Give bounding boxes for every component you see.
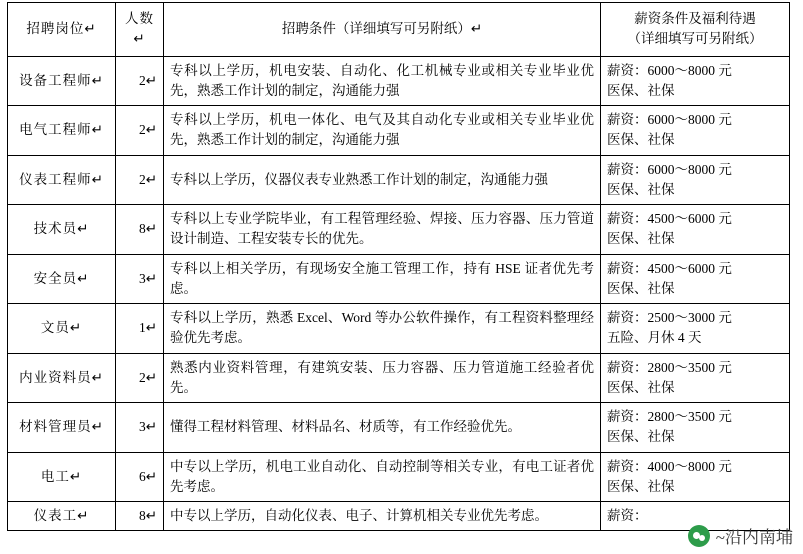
cell-post [8,353,116,403]
paragraph-mark: ↵ [145,320,157,336]
cell-cond [164,304,601,354]
paragraph-mark: ↵ [91,72,104,88]
cond-text: 专科以上专业学院毕业，有工程管理经验、焊接、压力容器、压力管道设计制造、工程安装专长的优先。 [170,211,594,247]
pay-line-1: 薪资：2800～3500 元 [607,359,732,375]
column-header-post-label: 招聘岗位 [26,21,85,37]
table-row [8,205,790,255]
cell-cond [164,452,601,502]
num-value: 3 [138,419,146,435]
num-value: 3 [138,270,146,286]
cell-post [8,106,116,156]
cell-num [116,353,164,403]
table-row [8,254,790,304]
table-row [8,56,790,106]
cell-cond [164,502,601,531]
paragraph-mark: ↵ [69,320,83,336]
table-row [8,502,790,531]
cell-post [8,205,116,255]
cell-post [8,502,116,531]
post-label: 电工 [40,468,70,484]
column-header-num [116,3,164,57]
paragraph-mark: ↵ [145,171,157,187]
table-row [8,353,790,403]
pay-line-2: 医保、社保 [607,231,675,247]
paragraph-mark: ↵ [145,122,157,138]
cell-cond [164,155,601,205]
cell-pay [601,304,790,354]
table-row [8,403,790,453]
cond-text: 熟悉内业资料管理，有建筑安装、压力容器、压力管道施工经验者优先。 [170,359,594,395]
cell-num [116,502,164,531]
post-label: 材料管理员 [19,419,92,435]
paragraph-mark: ↵ [91,171,104,187]
pay-line-2: 医保、社保 [607,379,675,395]
pay-line-2: 医保、社保 [607,478,675,494]
job-listing-table [7,2,790,531]
cell-num [116,403,164,453]
watermark [688,523,793,548]
pay-line-1: 薪资：2800～3500 元 [607,409,732,424]
cell-post [8,254,116,304]
wechat-badge-icon [688,525,710,547]
paragraph-mark: ↵ [145,369,157,385]
num-value: 8 [138,508,146,523]
paragraph-mark: ↵ [145,270,157,286]
cell-num [116,452,164,502]
num-value: 2 [138,171,146,187]
post-label: 技术员 [33,221,78,237]
paragraph-mark: ↵ [91,369,104,385]
post-label: 内业资料员 [19,369,92,385]
cell-cond [164,403,601,453]
cell-pay [601,56,790,106]
paragraph-mark: ↵ [77,270,90,286]
cell-num [116,155,164,205]
table-row [8,304,790,354]
cell-post [8,403,116,453]
column-header-post [8,3,116,57]
cell-pay [601,155,790,205]
num-value: 1 [138,320,146,336]
table-row [8,452,790,502]
paragraph-mark: ↵ [91,419,104,435]
pay-line-1: 薪资： [607,508,648,523]
post-label: 文员 [40,320,70,336]
table-row [8,106,790,156]
cond-text: 懂得工程材料管理、材料品名、材质等，有工作经验优先。 [170,419,521,435]
post-label: 仪表工 [33,508,78,523]
paragraph-mark: ↵ [77,508,90,523]
cond-text: 专科以上学历，熟悉 Excel、Word 等办公软件操作，有工程资料整理经验优先考虑。 [170,310,594,346]
cell-pay [601,254,790,304]
cond-text: 中专以上学历，自动化仪表、电子、计算机相关专业优先考虑。 [170,508,548,523]
post-label: 安全员 [33,270,78,286]
column-header-pay-line1: 薪资条件及福利待遇 [634,11,756,26]
cell-num [116,106,164,156]
cell-pay [601,106,790,156]
paragraph-mark: ↵ [77,221,90,237]
cell-num [116,56,164,106]
cell-cond [164,254,601,304]
post-label: 电气工程师 [19,122,92,138]
table-header-row [8,3,790,57]
pay-line-1: 薪资：4500～6000 元 [607,211,732,226]
cond-text: 中专以上学历，机电工业自动化、自动控制等相关专业，有电工证者优先考虑。 [170,458,594,494]
pay-line-1: 薪资：6000～8000 元 [607,112,732,127]
cell-cond [164,205,601,255]
cell-post [8,452,116,502]
pay-line-2: 医保、社保 [607,429,675,445]
paragraph-mark: ↵ [145,72,157,88]
num-value: 2 [138,122,146,138]
column-header-pay-line2: （详细填写可另附纸） [627,31,763,47]
cell-post [8,56,116,106]
num-value: 8 [138,221,146,237]
pay-line-1: 薪资：6000～8000 元 [607,62,732,78]
cell-pay [601,452,790,502]
cond-text: 专科以上学历，机电一体化、电气及其自动化专业或相关专业毕业优先，熟悉工作计划的制定，沟通能力强 [170,112,594,148]
cell-num [116,304,164,354]
paragraph-mark: ↵ [145,221,157,237]
post-label: 设备工程师 [19,72,92,88]
cond-text: 专科以上学历，机电安装、自动化、化工机械专业或相关专业毕业优先，熟悉工作计划的制定，沟通能力强 [170,62,594,98]
num-value: 6 [138,468,146,484]
paragraph-mark: ↵ [69,468,83,484]
pay-line-1: 薪资：2500～3000 元 [607,310,732,325]
column-header-num-label: 人数 [125,11,154,26]
cell-cond [164,106,601,156]
column-header-pay [601,3,790,57]
num-value: 2 [138,369,146,385]
paragraph-mark: ↵ [145,468,157,484]
table-row [8,155,790,205]
paragraph-mark: ↵ [133,31,146,47]
cond-text: 专科以上相关学历，有现场安全施工管理工作，持有 HSE 证者优先考虑。 [170,260,594,296]
paragraph-mark: ↵ [145,419,157,435]
num-value: 2 [138,72,146,88]
cell-pay [601,353,790,403]
paragraph-mark: ↵ [84,21,97,37]
pay-line-1: 薪资：6000～8000 元 [607,161,732,177]
pay-line-2: 医保、社保 [607,82,675,98]
cell-num [116,205,164,255]
cell-cond [164,353,601,403]
post-label: 仪表工程师 [19,171,92,187]
pay-line-1: 薪资：4000～8000 元 [607,458,732,474]
cell-pay [601,205,790,255]
cell-cond [164,56,601,106]
cond-text: 专科以上学历，仪器仪表专业熟悉工作计划的制定，沟通能力强 [170,171,548,187]
document-page [0,2,803,554]
cell-pay [601,403,790,453]
paragraph-mark: ↵ [470,21,483,37]
column-header-cond [164,3,601,57]
paragraph-mark: ↵ [145,508,157,523]
watermark-label: ~沿内南埔 [715,528,793,547]
cell-num [116,254,164,304]
pay-line-1: 薪资：4500～6000 元 [607,260,732,276]
paragraph-mark: ↵ [91,122,104,138]
table-body [8,3,790,531]
column-header-cond-label: 招聘条件（详细填写可另附纸） [281,21,471,37]
cell-post [8,155,116,205]
pay-line-2: 五险、月休 4 天 [607,330,702,346]
pay-line-2: 医保、社保 [607,181,675,197]
cell-post [8,304,116,354]
pay-line-2: 医保、社保 [607,132,675,148]
pay-line-2: 医保、社保 [607,280,675,296]
